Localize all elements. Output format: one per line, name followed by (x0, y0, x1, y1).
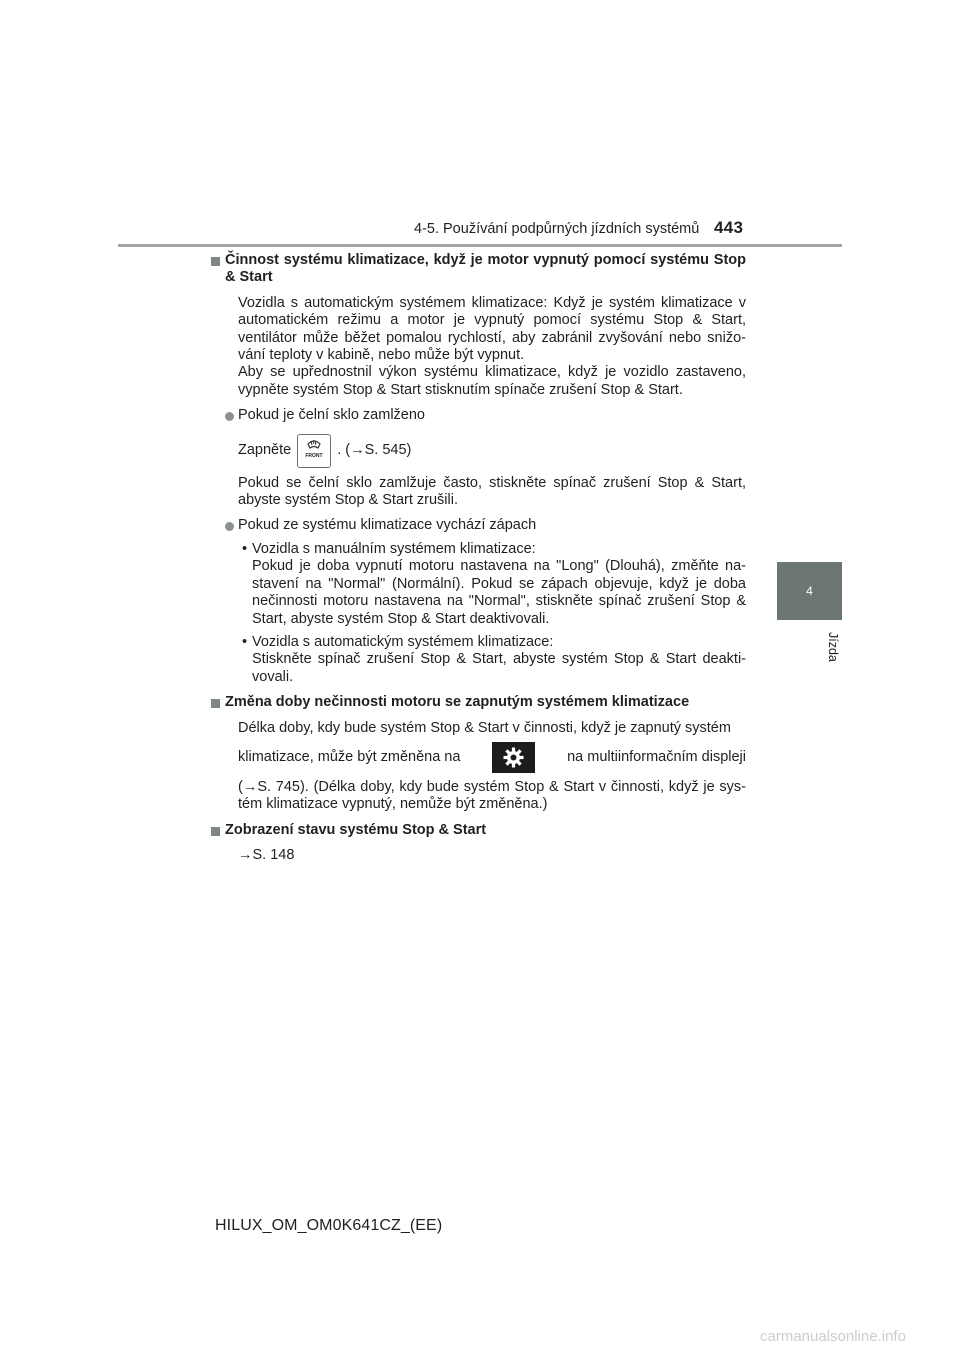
main-content (210, 252, 746, 865)
gear-icon (492, 742, 535, 773)
section-heading-1 (210, 252, 746, 287)
section-heading-2 (210, 694, 746, 711)
section-heading-text: Zobrazení stavu systému Stop & Start (225, 821, 487, 838)
square-bullet-icon (211, 827, 220, 836)
bullet-text: Pokud je čelní sklo zamlženo (238, 407, 425, 424)
page-reference: . (→S. 545) (337, 441, 412, 458)
front-defogger-icon (297, 434, 331, 468)
instruction-text: klimatizace, může být změněna na (238, 749, 461, 766)
instruction-text: na multiinformačním displeji (567, 749, 746, 766)
instruction-text: Zapněte (238, 441, 292, 458)
section-heading-text: Činnost systému klimatizace, když je motor vypnutý pomocí systému Stop & Start (225, 252, 746, 286)
bullet-item (210, 517, 746, 534)
dot-marker: • (242, 540, 248, 557)
bullet-text: Pokud ze systému klimatizace vychází zápach (238, 517, 537, 534)
page-number: 443 (714, 218, 744, 237)
settings-instruction (210, 737, 746, 779)
chapter-title-vertical (780, 632, 840, 672)
paragraph: Pokud se čelní sklo zamlžuje často, stiskněte spínač zrušení Stop & Start, abyste systém Stop & Start zrušili. (238, 474, 746, 509)
chapter-tab (777, 562, 842, 620)
dot-marker: • (242, 633, 248, 650)
header-divider (118, 244, 842, 247)
round-bullet-icon (225, 412, 234, 421)
list-item-text: Pokud je doba vypnutí motoru nastavena na "Long" (Dlouhá), změňte na-stavení na "Normal" (Normální). Pokud se zápach objevuje, když je doba nečinnosti motoru nastavena na "Normal", stiskněte spínač zrušení Stop & Start, abyste systém Stop & Start deaktivovali. (252, 558, 746, 627)
header-section-title: 4-5. Používání podpůrných jízdních systémů (414, 221, 700, 237)
list-item (210, 541, 746, 628)
defog-instruction (210, 431, 746, 471)
page-reference: →S. 148 (238, 847, 295, 864)
list-item-title: Vozidla s manuálním systémem klimatizace: (252, 540, 536, 557)
square-bullet-icon (211, 257, 220, 266)
front-label: FRONT (305, 452, 323, 459)
list-item (210, 634, 746, 686)
paragraph: (→S. 745). (Délka doby, kdy bude systém Stop & Start v činnosti, když je sys-tém klimatizace vypnutý, nemůže být změněna.) (238, 778, 746, 813)
section-heading-3 (210, 822, 746, 839)
round-bullet-icon (225, 522, 234, 531)
square-bullet-icon (211, 699, 220, 708)
list-item-title: Vozidla s automatickým systémem klimatizace: (252, 633, 554, 650)
chapter-title: Jízda (826, 632, 840, 662)
paragraph: Vozidla s automatickým systémem klimatizace: Když je systém klimatizace v automatickém režimu a motor je vypnutý pomocí systému Stop & Start, ventilátor může běžet pomalou rychlostí, aby zabránil zvyšování nebo snižo-vání teploty v kabině, nebo může být vypnut. (238, 294, 746, 364)
section-heading-text: Změna doby nečinnosti motoru se zapnutým systémem klimatizace (225, 694, 690, 711)
paragraph: Aby se upřednostnil výkon systému klimatizace, když je vozidlo zastaveno, vypněte systém Stop & Start stisknutím spínače zrušení Stop & Start. (238, 364, 746, 398)
chapter-number: 4 (806, 584, 813, 598)
list-item-text: Stiskněte spínač zrušení Stop & Start, abyste systém Stop & Start deakti-vovali. (252, 651, 746, 685)
bullet-item (210, 407, 746, 424)
document-code: HILUX_OM_OM0K641CZ_(EE) (215, 1217, 443, 1234)
watermark: carmanualsonline.info (760, 1328, 906, 1345)
paragraph: Délka doby, kdy bude systém Stop & Start v činnosti, když je zapnutý systém (238, 719, 731, 736)
